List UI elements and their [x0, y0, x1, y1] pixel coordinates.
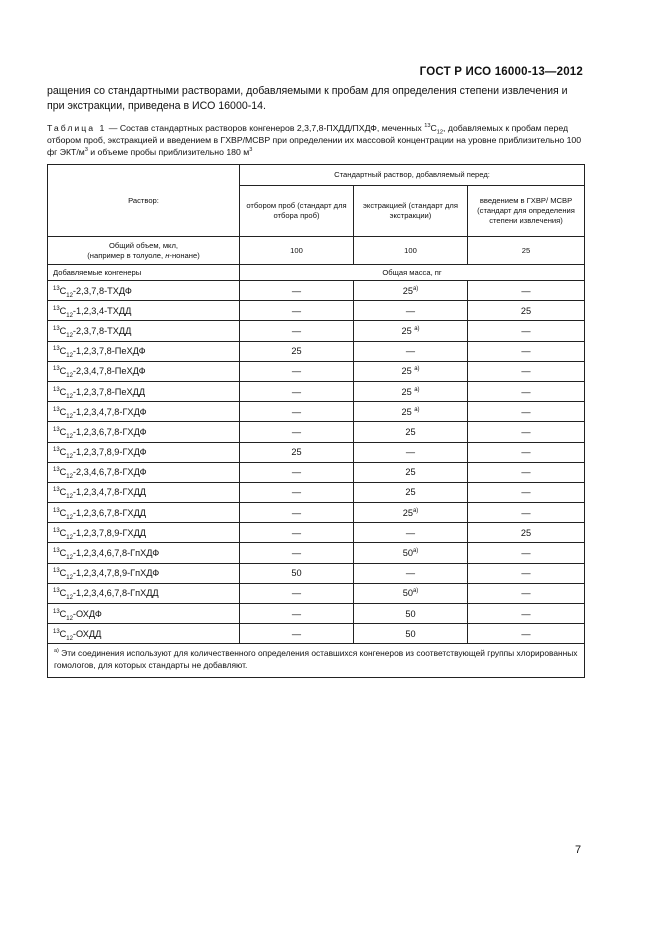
footnote-mark: а) — [54, 648, 59, 655]
mass-injection: 25 — [468, 523, 585, 543]
table-row — [48, 301, 585, 321]
mass-sampling: — — [240, 583, 354, 603]
caption-part-2: , добавляемых к пробам перед отбором проб, экстракцией и введением в ГХВР/МСВР при определении их массовой концентрации на уровне приблизительно 100 фг ЭКТ/м — [47, 123, 582, 157]
isotope-count: 12 — [66, 312, 73, 319]
mass-extraction-value: 25 — [401, 325, 415, 336]
isotope-element: C — [59, 507, 67, 518]
mass-extraction — [354, 624, 468, 644]
isotope-element: C — [59, 447, 67, 458]
footnote-row — [48, 644, 585, 678]
congener-suffix: -2,3,7,8-ТХДД — [72, 325, 132, 336]
footnote-text: Эти соединения используют для количественного определения оставшихся конгенеров из соответствующей группы хлорированных гомологов, для которых стандарты не добавляют. — [54, 648, 578, 670]
caption-part-1: — Состав стандартных растворов конгенеров 2,3,7,8-ПХДД/ПХДФ, меченных — [106, 123, 425, 133]
congener-name — [48, 543, 240, 563]
table-row — [48, 381, 585, 401]
table-row — [48, 624, 585, 644]
isotope-mass: 13 — [53, 507, 60, 514]
mass-injection: — — [468, 482, 585, 502]
mass-extraction — [354, 543, 468, 563]
mass-sampling: — — [240, 523, 354, 543]
volume-value-extraction: 100 — [354, 237, 468, 265]
footnote — [48, 644, 585, 678]
congener-name — [48, 381, 240, 401]
mass-injection: — — [468, 462, 585, 482]
isotope-mass: 13 — [53, 386, 60, 393]
document-code: ГОСТ Р ИСО 16000-13—2012 — [419, 66, 583, 78]
table-row — [48, 543, 585, 563]
table-row — [48, 281, 585, 301]
mass-sampling: — — [240, 503, 354, 523]
congener-name — [48, 341, 240, 361]
page-number: 7 — [575, 844, 582, 856]
mass-extraction — [354, 523, 468, 543]
mass-sampling: 50 — [240, 563, 354, 583]
isotope-mass: 13 — [53, 366, 60, 373]
congener-suffix: -1,2,3,4,6,7,8-ГпХДД — [72, 588, 159, 599]
isotope-element: C — [59, 608, 67, 619]
isotope-mass: 13 — [53, 406, 60, 413]
isotope-element: C — [59, 386, 67, 397]
mass-injection: — — [468, 381, 585, 401]
congener-suffix: -ОХДФ — [72, 608, 102, 619]
mass-extraction — [354, 402, 468, 422]
mass-extraction-value: 25 — [405, 426, 416, 437]
mass-extraction-value: 25 — [401, 366, 415, 377]
isotope-count: 12 — [66, 433, 73, 440]
caption-unit-exp-2: 3 — [249, 147, 253, 154]
mass-extraction — [354, 462, 468, 482]
mass-extraction-value: 25 — [401, 386, 415, 397]
mass-sampling: — — [240, 482, 354, 502]
volume-label — [48, 237, 240, 265]
isotope-mass: 13 — [53, 426, 60, 433]
mass-injection: — — [468, 543, 585, 563]
isotope-element: C — [59, 366, 67, 377]
mass-extraction-value: 25 — [402, 507, 413, 518]
isotope-mass: 13 — [53, 447, 60, 454]
volume-value-injection: 25 — [468, 237, 585, 265]
col-header-extraction: экстракцией (стандарт для экстракции) — [354, 186, 468, 237]
mass-sampling: — — [240, 543, 354, 563]
isotope-mass: 13 — [53, 628, 60, 635]
mass-extraction-value: — — [405, 568, 416, 579]
caption-isotope-element: C — [430, 123, 437, 133]
isotope-count: 12 — [66, 453, 73, 460]
isotope-element: C — [59, 487, 67, 498]
mass-sampling: — — [240, 301, 354, 321]
mass-injection: — — [468, 563, 585, 583]
isotope-mass: 13 — [53, 305, 60, 312]
congener-suffix: -1,2,3,4,7,8-ГХДД — [72, 487, 147, 498]
isotope-count: 12 — [66, 635, 73, 642]
mass-injection: — — [468, 583, 585, 603]
mass-extraction — [354, 604, 468, 624]
intro-paragraph: ращения со стандартными растворами, добавляемыми к пробам для определения степени извлечения и при экстракции, приведена в ИСО 16000-14. — [47, 85, 568, 112]
footnote-ref: а) — [412, 588, 419, 595]
mass-injection: — — [468, 402, 585, 422]
standards-table — [47, 164, 585, 678]
table-row — [48, 523, 585, 543]
congeners-header-row — [48, 265, 585, 281]
mass-extraction — [354, 281, 468, 301]
mass-sampling: — — [240, 604, 354, 624]
mass-injection: 25 — [468, 301, 585, 321]
mass-extraction — [354, 381, 468, 401]
mass-sampling: 25 — [240, 442, 354, 462]
mass-injection: — — [468, 341, 585, 361]
isotope-count: 12 — [66, 554, 73, 561]
caption-unit-exp-1: 3 — [84, 147, 88, 154]
isotope-count: 12 — [66, 373, 73, 380]
mass-injection: — — [468, 624, 585, 644]
footnote-ref: а) — [412, 507, 419, 514]
congener-suffix: -1,2,3,4,7,8,9-ГпХДФ — [72, 568, 160, 579]
isotope-mass: 13 — [53, 285, 60, 292]
col-header-solution: Раствор: — [48, 165, 240, 237]
mass-extraction-value: 25 — [401, 406, 415, 417]
table-row — [48, 361, 585, 381]
mass-extraction — [354, 301, 468, 321]
congener-name — [48, 604, 240, 624]
mass-extraction — [354, 503, 468, 523]
congener-suffix: -1,2,3,4,6,7,8-ГпХДФ — [72, 548, 160, 559]
congener-name — [48, 523, 240, 543]
volume-label-line1: Общий объем, мкл, — [109, 240, 178, 250]
mass-extraction-value: 25 — [405, 467, 416, 478]
mass-label: Общая масса, пг — [240, 265, 585, 281]
table-row — [48, 563, 585, 583]
isotope-count: 12 — [66, 595, 73, 602]
footnote-ref: а) — [414, 406, 420, 413]
congener-name — [48, 462, 240, 482]
mass-extraction-value: 50 — [402, 548, 413, 559]
mass-sampling: — — [240, 361, 354, 381]
mass-injection: — — [468, 604, 585, 624]
isotope-mass: 13 — [53, 325, 60, 332]
footnote-ref: а) — [414, 366, 420, 373]
isotope-element: C — [59, 527, 67, 538]
mass-sampling: — — [240, 462, 354, 482]
isotope-count: 12 — [66, 393, 73, 400]
congener-suffix: -1,2,3,4,7,8-ГХДФ — [72, 406, 147, 417]
isotope-mass: 13 — [53, 608, 60, 615]
isotope-count: 12 — [66, 352, 73, 359]
mass-sampling: — — [240, 381, 354, 401]
mass-extraction — [354, 321, 468, 341]
volume-row — [48, 237, 585, 265]
table-label: Таблица 1 — [47, 123, 107, 133]
isotope-mass: 13 — [53, 467, 60, 474]
congener-name — [48, 361, 240, 381]
table-row — [48, 503, 585, 523]
isotope-count: 12 — [66, 494, 73, 501]
footnote-ref: а) — [412, 547, 419, 554]
isotope-count: 12 — [66, 292, 73, 299]
isotope-element: C — [59, 588, 67, 599]
mass-extraction-value: 50 — [405, 628, 416, 639]
volume-label-line2a: (например в толуоле, — [87, 250, 166, 260]
caption-part-3: и объеме пробы приблизительно 180 м — [87, 147, 250, 157]
congener-suffix: -1,2,3,6,7,8-ГХДФ — [72, 426, 147, 437]
mass-sampling: — — [240, 321, 354, 341]
congener-suffix: -1,2,3,7,8,9-ГХДФ — [72, 447, 147, 458]
table-row — [48, 462, 585, 482]
congener-name — [48, 442, 240, 462]
congener-name — [48, 422, 240, 442]
col-header-sampling: отбором проб (стандарт для отбора проб) — [240, 186, 354, 237]
mass-extraction-value: — — [405, 305, 416, 316]
mass-extraction — [354, 442, 468, 462]
footnote-ref: а) — [414, 386, 420, 393]
isotope-element: C — [59, 346, 67, 357]
congener-name — [48, 402, 240, 422]
isotope-element: C — [59, 285, 67, 296]
mass-sampling: — — [240, 281, 354, 301]
mass-extraction-value: 25 — [405, 487, 416, 498]
isotope-count: 12 — [66, 534, 73, 541]
isotope-element: C — [59, 467, 67, 478]
col-header-group: Стандартный раствор, добавляемый перед: — [240, 165, 585, 186]
mass-extraction-value: 50 — [402, 588, 413, 599]
mass-injection: — — [468, 281, 585, 301]
isotope-element: C — [59, 426, 67, 437]
isotope-count: 12 — [66, 413, 73, 420]
isotope-count: 12 — [66, 615, 73, 622]
congener-suffix: -1,2,3,7,8-ПеХДФ — [72, 346, 146, 357]
table-row — [48, 422, 585, 442]
mass-extraction-value: — — [405, 527, 416, 538]
mass-extraction — [354, 341, 468, 361]
table-header-group-row — [48, 165, 585, 186]
isotope-mass: 13 — [53, 568, 60, 575]
table-row — [48, 482, 585, 502]
table-row — [48, 321, 585, 341]
congener-name — [48, 563, 240, 583]
congener-name — [48, 301, 240, 321]
congener-name — [48, 583, 240, 603]
isotope-count: 12 — [66, 332, 73, 339]
isotope-count: 12 — [66, 514, 73, 521]
table-caption — [47, 122, 587, 158]
isotope-count: 12 — [66, 474, 73, 481]
mass-sampling: — — [240, 402, 354, 422]
congener-suffix: -2,3,4,7,8-ПеХДФ — [72, 366, 146, 377]
isotope-mass: 13 — [53, 487, 60, 494]
mass-sampling: — — [240, 624, 354, 644]
mass-extraction — [354, 422, 468, 442]
col-header-injection: введением в ГХВР/ МСВР (стандарт для определения степени извлечения) — [468, 186, 585, 237]
table-row — [48, 583, 585, 603]
congener-name — [48, 281, 240, 301]
congener-name — [48, 321, 240, 341]
isotope-mass: 13 — [53, 547, 60, 554]
mass-injection: — — [468, 321, 585, 341]
congeners-label: Добавляемые конгенеры — [48, 265, 240, 281]
footnote-ref: а) — [414, 325, 420, 332]
congener-suffix: -1,2,3,6,7,8-ГХДД — [72, 507, 147, 518]
congener-suffix: -1,2,3,4-ТХДД — [72, 305, 132, 316]
mass-extraction — [354, 482, 468, 502]
isotope-element: C — [59, 325, 67, 336]
congener-suffix: -2,3,4,6,7,8-ГХДФ — [72, 467, 147, 478]
volume-label-italic-n: н — [165, 250, 170, 260]
congener-suffix: -ОХДД — [72, 628, 102, 639]
caption-isotope-count: 12 — [436, 129, 444, 136]
mass-sampling: 25 — [240, 341, 354, 361]
mass-extraction — [354, 583, 468, 603]
mass-extraction — [354, 563, 468, 583]
mass-extraction-value: — — [405, 346, 416, 357]
congener-name — [48, 624, 240, 644]
table-row — [48, 402, 585, 422]
isotope-element: C — [59, 548, 67, 559]
mass-extraction — [354, 361, 468, 381]
isotope-element: C — [59, 305, 67, 316]
mass-injection: — — [468, 361, 585, 381]
volume-label-line2c: -нонане) — [169, 250, 200, 260]
mass-extraction-value: 50 — [405, 608, 416, 619]
mass-extraction-value: — — [405, 447, 416, 458]
isotope-element: C — [59, 628, 67, 639]
isotope-element: C — [59, 568, 67, 579]
table-row — [48, 442, 585, 462]
caption-isotope-mass: 13 — [424, 123, 431, 130]
congener-suffix: -2,3,7,8-ТХДФ — [72, 285, 132, 296]
congener-suffix: -1,2,3,7,8,9-ГХДД — [72, 527, 147, 538]
footnote-ref: а) — [412, 285, 419, 292]
volume-value-sampling: 100 — [240, 237, 354, 265]
mass-sampling: — — [240, 422, 354, 442]
mass-extraction-value: 25 — [402, 285, 413, 296]
congener-rows — [48, 281, 585, 644]
mass-injection: — — [468, 503, 585, 523]
congener-name — [48, 482, 240, 502]
isotope-mass: 13 — [53, 346, 60, 353]
mass-injection: — — [468, 442, 585, 462]
table-row — [48, 341, 585, 361]
isotope-mass: 13 — [53, 588, 60, 595]
isotope-count: 12 — [66, 575, 73, 582]
mass-injection: — — [468, 422, 585, 442]
isotope-element: C — [59, 406, 67, 417]
table-row — [48, 604, 585, 624]
congener-name — [48, 503, 240, 523]
isotope-mass: 13 — [53, 527, 60, 534]
congener-suffix: -1,2,3,7,8-ПеХДД — [72, 386, 146, 397]
